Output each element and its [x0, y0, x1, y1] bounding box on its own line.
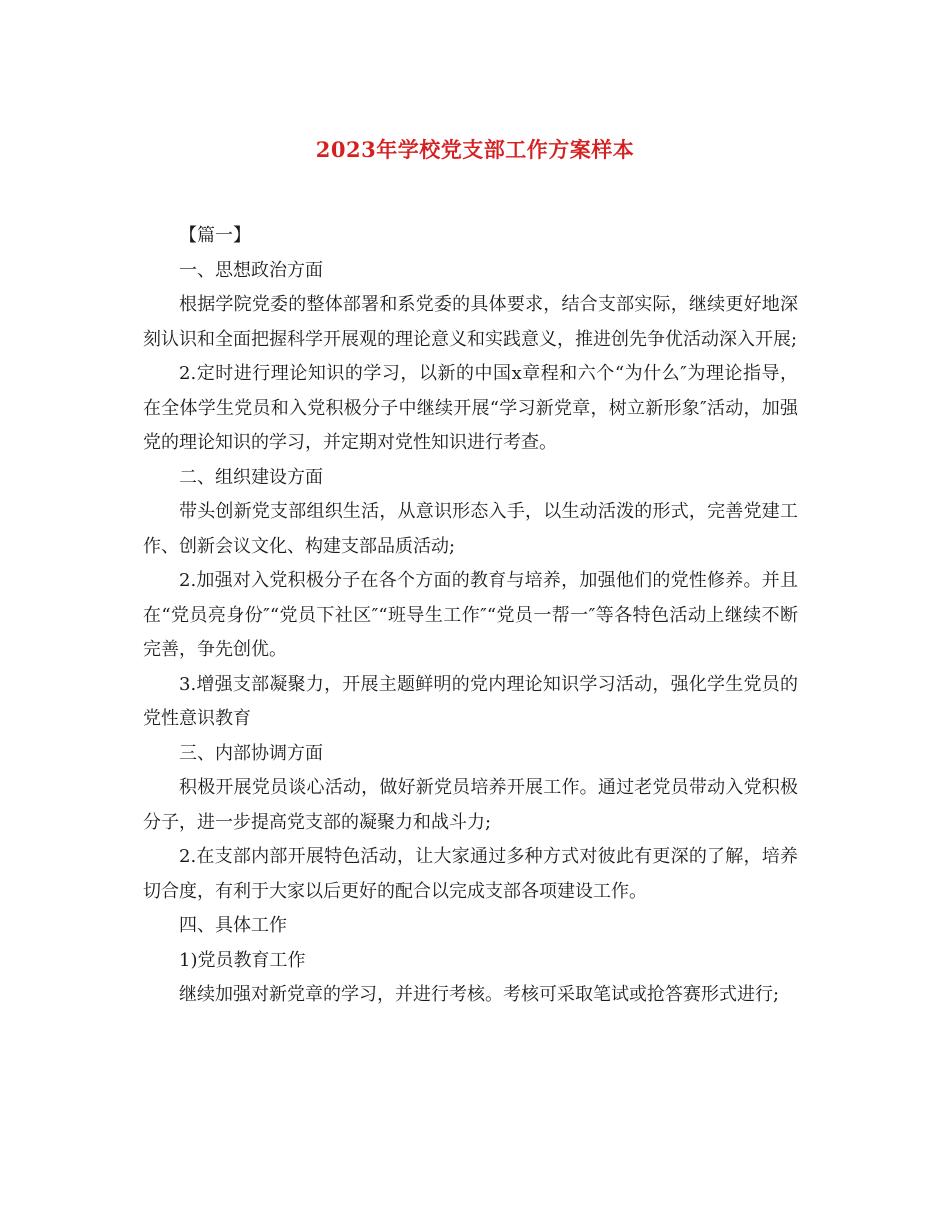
paragraph: 2.定时进行理论知识的学习，以新的中国x章程和六个“为什么″为理论指导，在全体学生党员和入党积极分子中继续开展“学习新党章，树立新形象″活动，加强党的理论知识的学习，并定期对党性知识进行考查。 — [143, 363, 798, 453]
section-marker: 【篇一】 — [179, 225, 251, 246]
paragraph: 带头创新党支部组织生活，从意识形态入手，以生动活泼的形式，完善党建工作、创新会议文化、构建支部品质活动; — [143, 501, 798, 557]
paragraph: 根据学院党委的整体部署和系党委的具体要求，结合支部实际，继续更好地深刻认识和全面把握科学开展观的理论意义和实践意义，推进创先争优活动深入开展; — [143, 294, 798, 350]
document-body — [143, 219, 798, 1013]
paragraph: 2.加强对入党积极分子在各个方面的教育与培养，加强他们的党性修养。并且在“党员亮身份″“党员下社区″“班导生工作″“党员一帮一″等各特色活动上继续不断完善，争先创优。 — [143, 570, 798, 660]
paragraph: 2.在支部内部开展特色活动，让大家通过多种方式对彼此有更深的了解，培养切合度，有利于大家以后更好的配合以完成支部各项建设工作。 — [143, 846, 798, 902]
document-title: 2023年学校党支部工作方案样本 — [315, 137, 635, 162]
section-heading: 二、组织建设方面 — [179, 466, 323, 488]
paragraph: 积极开展党员谈心活动，做好新党员培养开展工作。通过老党员带动入党积极分子，进一步提高党支部的凝聚力和战斗力; — [143, 777, 798, 833]
paragraph: 3.增强支部凝聚力，开展主题鲜明的党内理论知识学习活动，强化学生党员的党性意识教育 — [143, 673, 798, 729]
section-heading: 四、具体工作 — [179, 915, 287, 936]
section-heading: 三、内部协调方面 — [179, 742, 323, 764]
sub-heading: 1)党员教育工作 — [179, 949, 306, 971]
section-heading: 一、思想政治方面 — [179, 259, 323, 281]
paragraph: 继续加强对新党章的学习，并进行考核。考核可采取笔试或抢答赛形式进行; — [179, 984, 780, 1005]
